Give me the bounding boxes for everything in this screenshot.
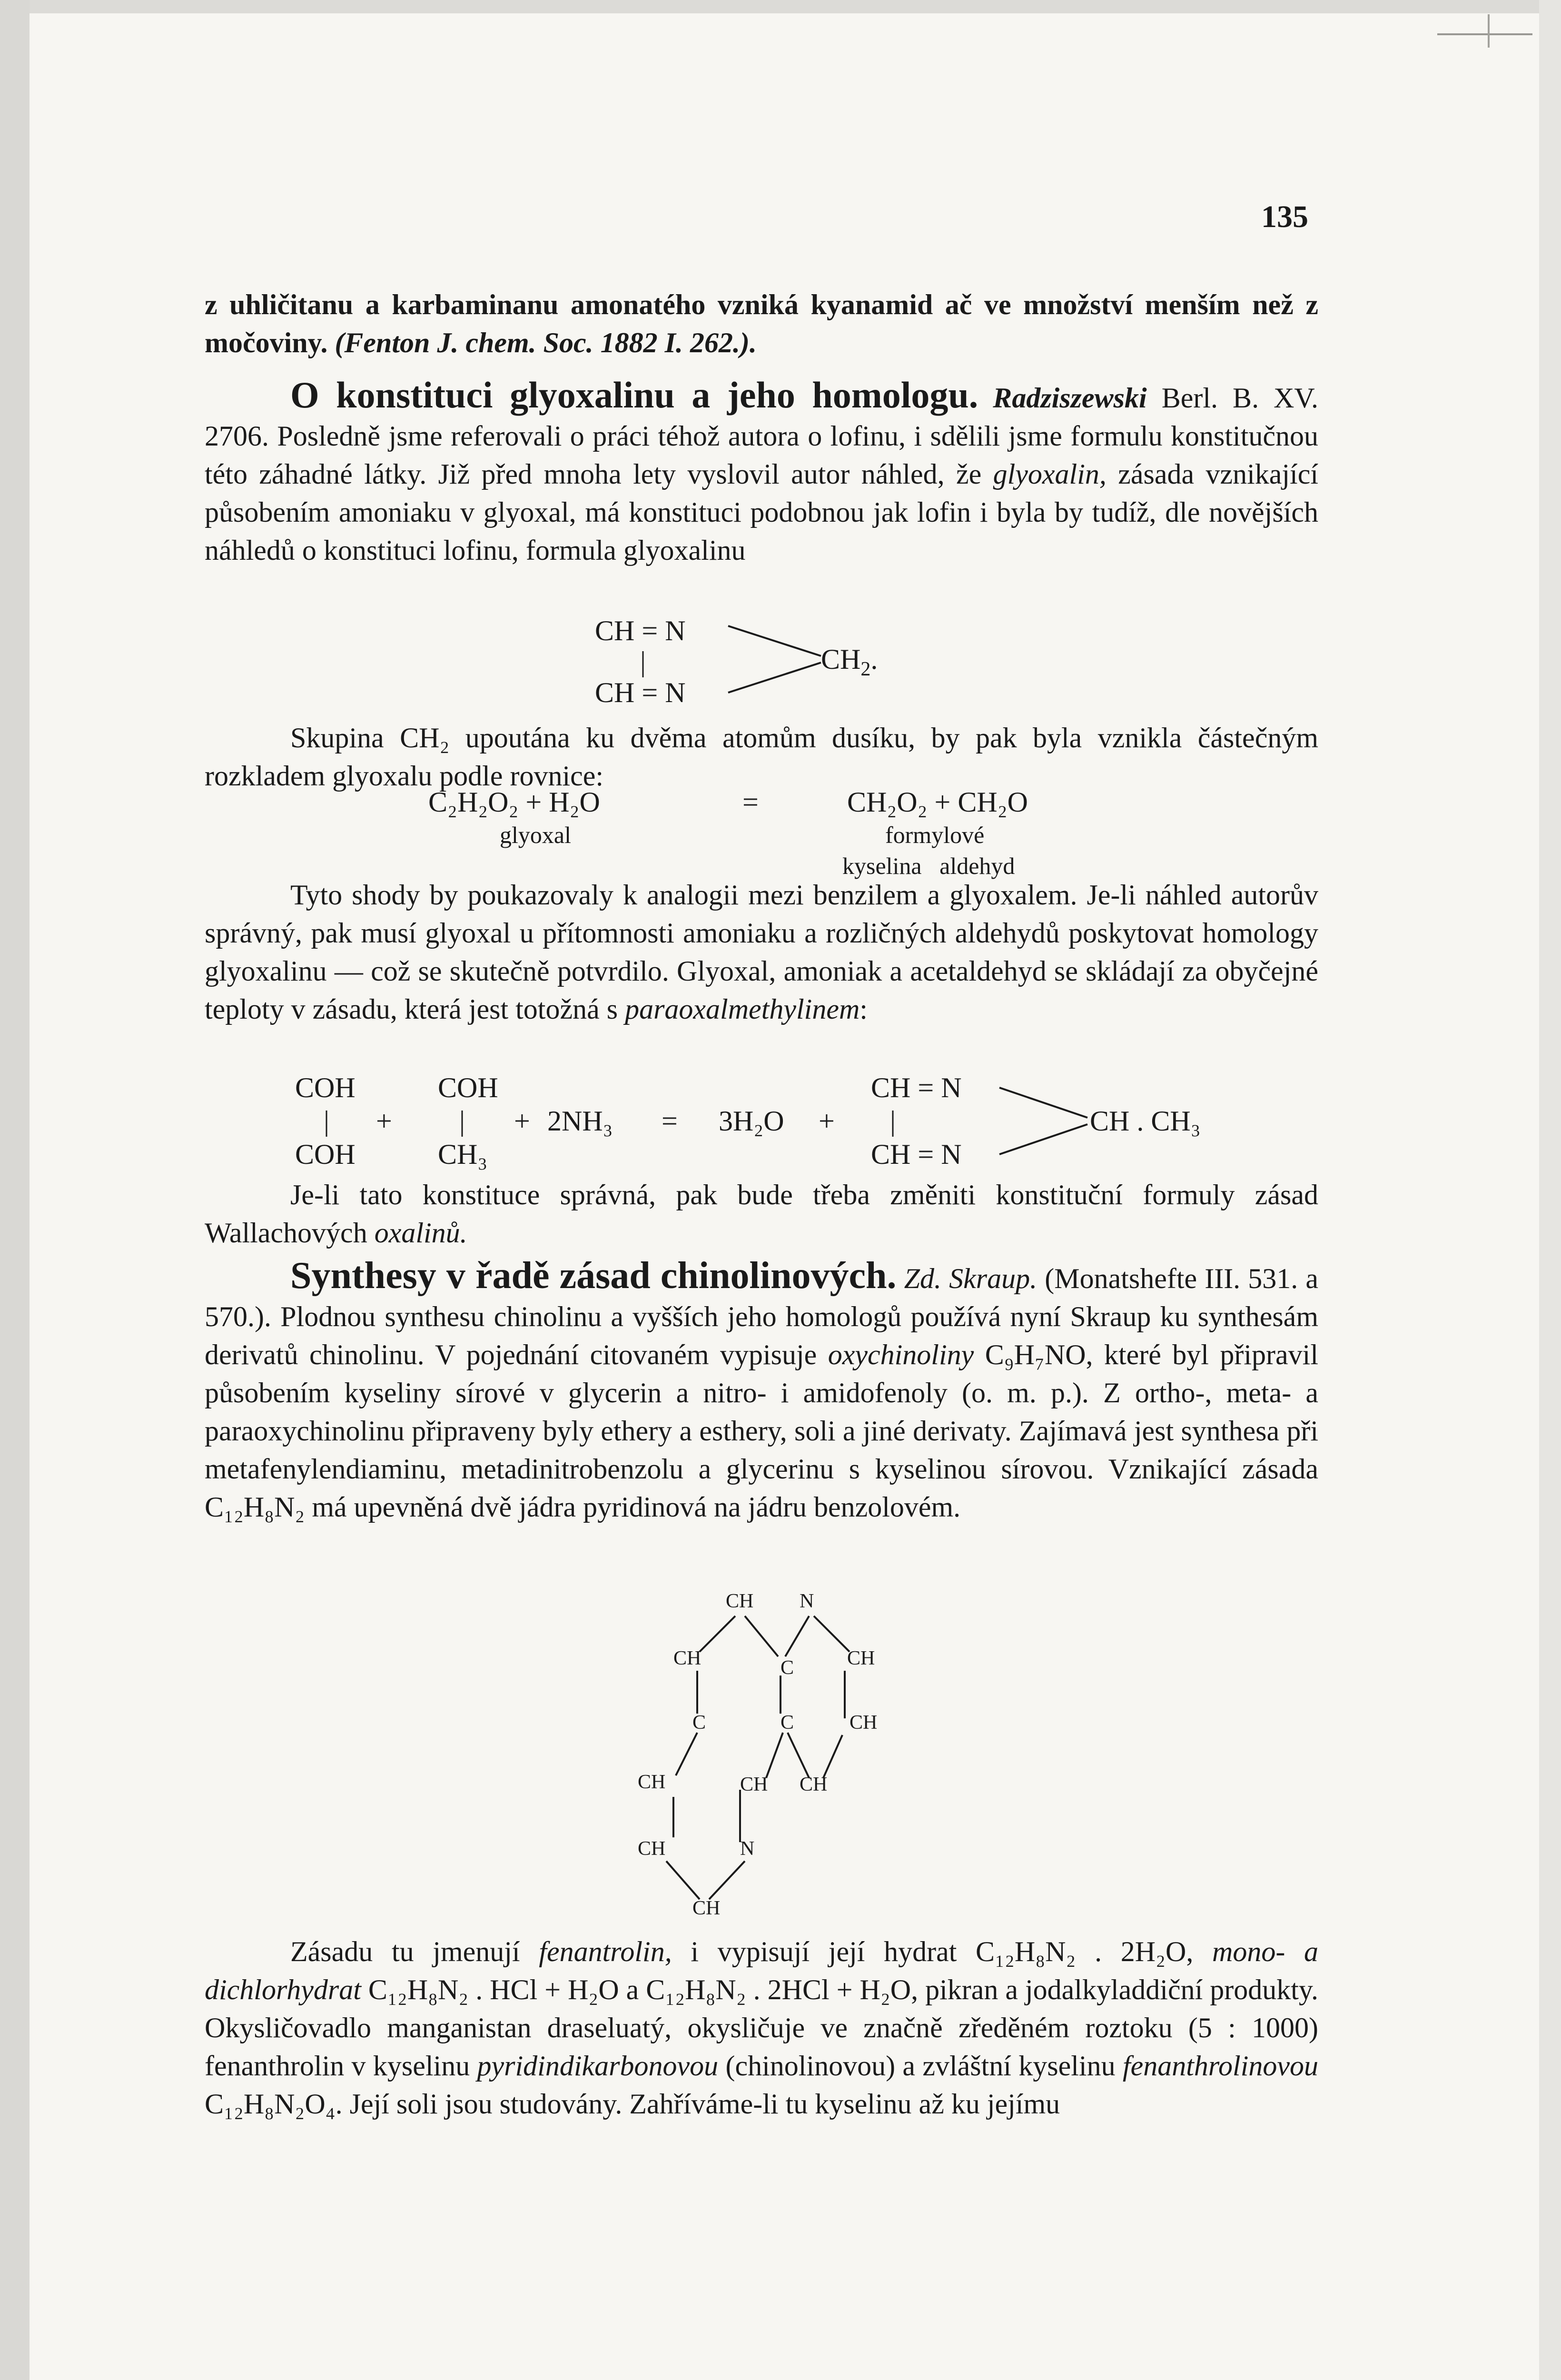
struct-ch-top: CH [726, 1590, 754, 1612]
eq2-b-bar: | [459, 1105, 465, 1137]
eq2-b-top: COH [438, 1072, 498, 1103]
section2-p1-a: (Monatshefte III. 531. a 570.). Plodnou synthesu chinolinu a vyšších jeho homologů používá nyní Skraup ku synthesám derivatů chinolinu. V pojednání citovaném vypisuje [205, 1263, 1319, 1370]
struct-ch-bottom: CH [692, 1897, 721, 1919]
eq1-right: CH₂O₂ + CH₂O [847, 786, 1028, 818]
intro-reference: (Fenton J. chem. Soc. 1882 I. 262.). [335, 327, 757, 358]
eq1-left: C₂H₂O₂ + H₂O [428, 786, 600, 818]
eq2-ammonia: 2NH₃ [547, 1105, 613, 1137]
eq1-equals: = [742, 786, 759, 818]
section1-p3-end: : [860, 993, 868, 1025]
section2-paragraph2 [205, 1933, 1318, 2123]
section2-block2 [205, 1933, 1318, 2123]
section1-p3-italic: paraoxalmethylinem [625, 993, 860, 1025]
struct-ch-right2: CH [850, 1712, 878, 1734]
glyoxalin-bottom: CH = N [595, 677, 686, 708]
struct-c-left2: C [692, 1712, 706, 1734]
struct-ch-left3: CH [638, 1771, 666, 1793]
section2-p2-c: C₁₂H₈N₂ . HCl + H₂O a C₁₂H₈N₂ . 2HCl + H₂O, pikran a jodalkyladdiční produkty. Okysličovadlo manganistan draseluatý, okysličuje ve značně zředěném roztoku (5 : 1000) fenanthrolin v kyselinu [205, 1974, 1319, 2082]
page-number: 135 [1261, 199, 1308, 234]
eq2-plus2: + [514, 1105, 530, 1137]
struct-ch-right3: CH [800, 1774, 828, 1795]
eq2-water: 3H₂O [719, 1105, 784, 1137]
eq2-b-bottom: CH₃ [438, 1139, 488, 1170]
eq2-plus3: + [819, 1105, 835, 1137]
eq2-c-bottom: CH = N [871, 1139, 962, 1170]
section2-p2-d: (chinolinovou) a zvláštní kyselinu [725, 2050, 1116, 2082]
eq2-c-right: CH . CH₃ [1090, 1105, 1201, 1137]
section2-p2-it1: fenantrolin, [539, 1936, 672, 1967]
struct-ch-left1: CH [673, 1647, 701, 1669]
section1-heading: O konstituci glyoxalinu a jeho homologu. [290, 374, 978, 416]
struct-n-mid4: N [740, 1838, 755, 1860]
struct-ch-left4: CH [638, 1838, 666, 1860]
section1-p1-italic: glyoxalin, [993, 458, 1107, 490]
eq2-a-top: COH [295, 1072, 356, 1103]
section1-p4-italic: oxalinů. [374, 1217, 467, 1249]
glyoxalin-dot: . [870, 644, 878, 675]
eq2-a-bar: | [324, 1105, 330, 1137]
section2-p2-it2: mono- a dichlorhydrat [205, 1936, 1319, 2005]
eq2-plus1: + [376, 1105, 392, 1137]
struct-ch-mid3: CH [740, 1774, 768, 1795]
section2-p1-b: C₉H₇NO, které byl připravil působením kyseliny sírové v glycerin a nitro- i amidofenoly (o. m. p.). Z ortho-, meta- a paraoxychinolinu připraveny byly ethery a esthery, soli a jiné derivaty. Zajímavá jest synthesa při metafenylendiaminu, metadinitrobenzolu a glycerinu s kyselinou sírovou. Vznikající zásada C₁₂H₈N₂ má upevněná dvě jádra pyridinová na jádru benzolovém. [205, 1339, 1318, 1523]
eq1-label-glyoxal: glyoxal [500, 822, 571, 848]
section2-p1-italic: oxychinoliny [828, 1339, 974, 1370]
eq2-c-bar: | [890, 1105, 896, 1137]
glyoxalin-bar: | [640, 646, 646, 677]
section1-author: Radziszewski [993, 382, 1147, 414]
section2-p2-it3: pyridindikarbonovou [477, 2050, 719, 2082]
glyoxalin-top: CH = N [595, 615, 686, 646]
eq2-a-bottom: COH [295, 1139, 356, 1170]
section2-p2-e: C₁₂H₈N₂O₄. Její soli jsou studovány. Zahříváme-li tu kyselinu až ku jejímu [205, 2088, 1060, 2120]
section1-p4-text: Je-li tato konstituce správná, pak bude třeba změniti konstituční formuly zásad Wallachových [205, 1179, 1318, 1249]
section1-p3-text: Tyto shody by poukazovaly k analogii mezi benzilem a glyoxalem. Je-li náhled autorův správný, pak musí glyoxal u přítomnosti amoniaku a rozličných aldehydů poskytovat homology glyoxalinu — což se skutečně potvrdilo. Glyoxal, amoniak a acetaldehyd se skládají za obyčejné teploty v zásadu, která jest totožná s [205, 879, 1318, 1025]
intro-text: z uhličitanu a karbaminanu amonatého vzniká kyanamid ač ve množství menším než z močoviny. [205, 289, 1318, 358]
eq2-c-top: CH = N [871, 1072, 962, 1103]
section1-p1-text: Berl. B. XV. 2706. Posledně jsme referovali o práci téhož autora o lofinu, i sdělili jsme formulu konstitučnou této záhadné látky. Již před mnoha lety vyslovil autor náhled, že [205, 382, 1319, 490]
eq1-label-acid-aldehyde: kyselina aldehyd [842, 853, 1015, 879]
section2-p2-it4: fenanthrolinovou [1122, 2050, 1319, 2082]
struct-c-mid1: C [780, 1657, 794, 1679]
eq1-label-formylove: formylové [885, 822, 985, 848]
section1-paragraph2: Skupina CH₂ upoutána ku dvěma atomům dusíku, by pak byla vznikla částečným rozkladem glyoxalu podle rovnice: [205, 722, 1318, 792]
section2-p2-a: Zásadu tu jmenují [290, 1936, 520, 1967]
struct-n-top: N [800, 1590, 814, 1612]
section2-p2-b: i vypisují její hydrat C₁₂H₈N₂ . 2H₂O, [691, 1936, 1194, 1967]
glyoxalin-right-ch: CH [821, 644, 861, 675]
glyoxalin-right-sub: 2 [860, 658, 871, 680]
eq2-equals: = [662, 1105, 678, 1137]
struct-ch-right1: CH [847, 1647, 875, 1669]
section2-author: Zd. Skraup. [904, 1263, 1037, 1294]
section1-p1-rest: zásada vznikající působením amoniaku v glyoxal, má konstituci podobnou jak lofin i byla by tudíž, dle novějších náhledů o konstituci lofinu, formula glyoxalinu [205, 458, 1319, 566]
struct-c-mid2: C [780, 1712, 794, 1734]
section2-heading: Synthesy v řadě zásad chinolinových. [290, 1255, 897, 1297]
